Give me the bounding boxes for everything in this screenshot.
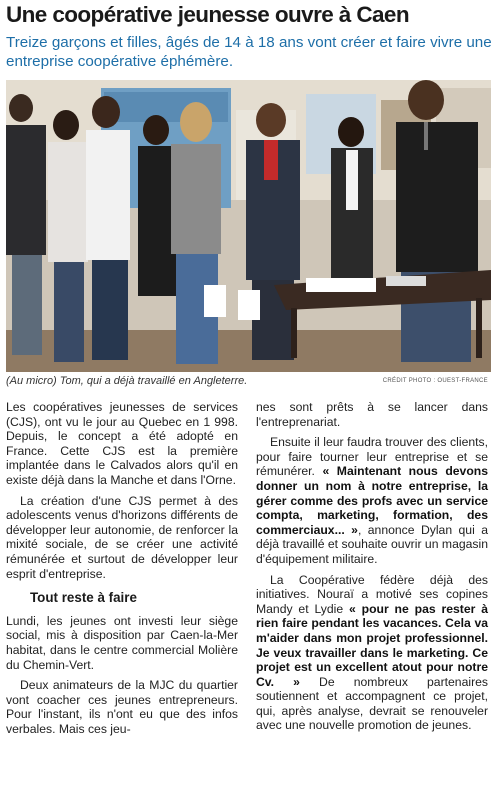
article-headline: Une coopérative jeunesse ouvre à Caen bbox=[6, 2, 409, 27]
paragraph bbox=[256, 435, 488, 566]
paragraph-text: , annonce Dylan qui a déjà travaillé et souhaite ouvrir un magasin d'équipement militaire. bbox=[256, 522, 488, 566]
paragraph: La création d'une CJS permet à des adolescents venus d'horizons différents de développer leur autonomie, de renforcer la mixité sociale, de se créer une activité rémunérée et surtout de développer leur esprit d'entreprise. bbox=[6, 493, 238, 581]
quote: « pour ne pas rester à rien faire pendant les vacances. Cela va m'aider dans mon projet professionnel. Je veux travailler dans le marketing. Ce projet est un excellent atout pour notre Cv. » bbox=[256, 601, 488, 689]
paragraph-text: La Coopérative fédère déjà des initiatives. Nouraï a motivé ses copines Mandy et Lydie bbox=[256, 572, 488, 616]
photo-caption: (Au micro) Tom, qui a déjà travaillé en Angleterre. bbox=[6, 375, 248, 387]
paragraph: Les coopératives jeunesses de services (CJS), ont vu le jour au Quebec en 1 998. Depuis, le concept a été adopté en France. Cette CJS est la première implantée dans le Calvados alors qu'il en existe déjà dans la Manche et dans l'Orne. bbox=[6, 400, 238, 487]
article-standfirst: Treize garçons et filles, âgés de 14 à 18 ans vont créer et faire vivre une entreprise coopérative éphémère. bbox=[6, 34, 492, 70]
quote: « Maintenant nous devons donner un nom à notre entreprise, la gérer comme des profs avec un service compta, marketing, formation, des commerciaux... » bbox=[256, 464, 488, 537]
section-subhead: Tout reste à faire bbox=[30, 590, 137, 606]
paragraph: Deux animateurs de la MJC du quartier vont coacher ces jeunes entrepreneurs. Pour l'instant, ils n'ont eu que des infos verbales. Mais ces jeu- bbox=[6, 678, 238, 736]
article-column-left bbox=[6, 400, 238, 742]
paragraph: nes sont prêts à se lancer dans l'entreprenariat. bbox=[256, 400, 488, 429]
article-photo bbox=[6, 80, 491, 372]
paragraph-text: Ensuite il leur faudra trouver des clients, pour faire tourner leur entreprise et se rémunérer. bbox=[256, 435, 488, 479]
paragraph bbox=[256, 573, 488, 734]
paragraph: Lundi, les jeunes ont investi leur siège social, mis à disposition par Caen-la-Mer habitat, dans le centre commercial Molière du Chemin-Vert. bbox=[6, 613, 238, 672]
photo-credit: CRÉDIT PHOTO : OUEST-FRANCE bbox=[382, 378, 488, 384]
paragraph-text: De nombreux partenaires soutiennent et accompagnent ce projet, qui, après analyse, devrait se renouveler avec une nouvelle promotion de jeunes. bbox=[256, 674, 489, 733]
article-column-right bbox=[256, 400, 488, 739]
